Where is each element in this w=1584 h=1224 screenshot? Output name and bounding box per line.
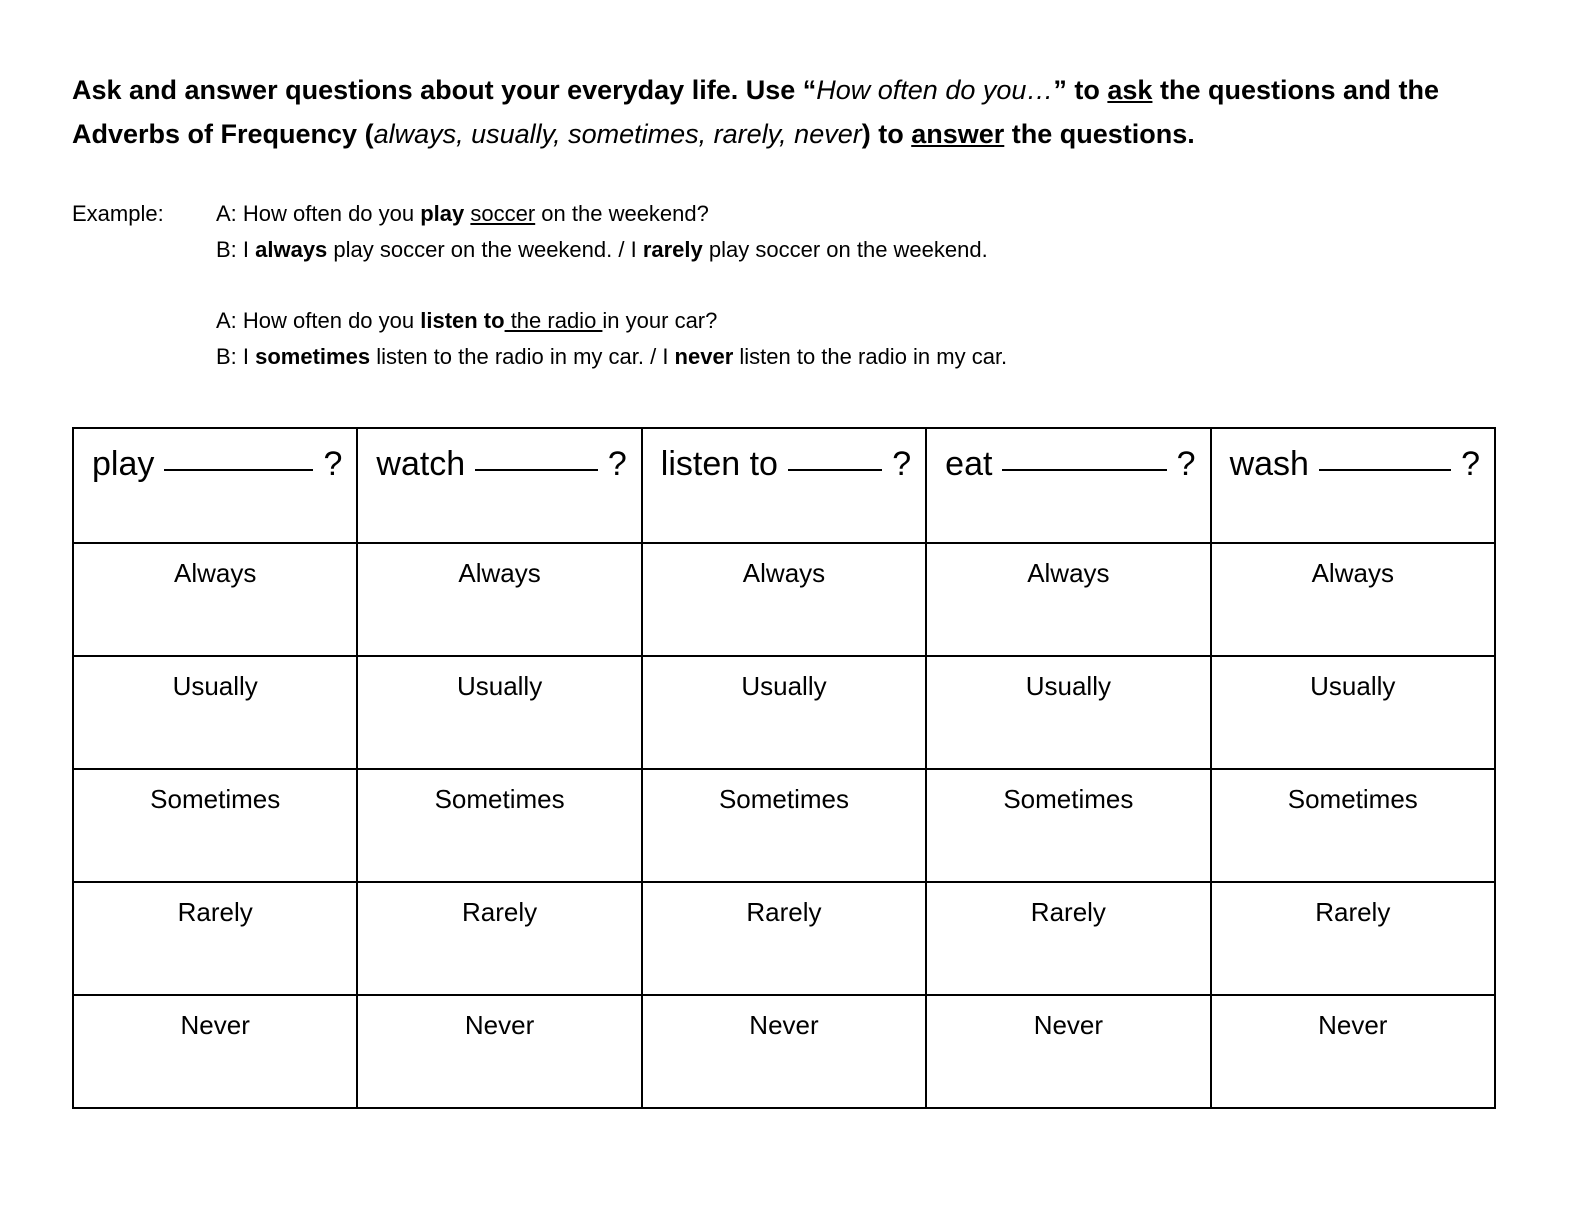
answer-blank[interactable]: [788, 469, 882, 471]
header-question-mark: ?: [1176, 445, 1196, 483]
header-question-mark: ?: [1461, 445, 1480, 483]
ex2-b-mid: listen to the radio in my car. / I: [370, 344, 675, 369]
ex2-b-pre: B: I: [216, 344, 256, 369]
header-verb: wash: [1229, 445, 1309, 483]
table-cell: Usually: [357, 656, 641, 769]
header-question-mark: ?: [607, 445, 627, 483]
instr-answer: answer: [911, 119, 1005, 149]
ex2-a-object: the radio: [504, 308, 603, 333]
frequency-table: [72, 427, 1496, 1109]
table-cell: Usually: [642, 656, 926, 769]
table-row: [73, 995, 1495, 1108]
table-cell: Sometimes: [357, 769, 641, 882]
instr-adverb-list: always, usually, sometimes, rarely, never: [373, 119, 862, 149]
example-2-answer: [216, 339, 1007, 375]
table-cell: Never: [73, 995, 357, 1108]
table-cell: Rarely: [357, 882, 641, 995]
ex1-a-post: on the weekend?: [535, 201, 709, 226]
table-cell: Never: [357, 995, 641, 1108]
example-label: Example:: [72, 201, 164, 226]
table-cell: Sometimes: [1211, 769, 1495, 882]
answer-blank[interactable]: [1002, 469, 1166, 471]
table-header-row: [73, 428, 1495, 543]
table-row: [73, 543, 1495, 656]
table-cell: Rarely: [642, 882, 926, 995]
ex2-b-adverb-2: never: [674, 344, 734, 369]
ex1-b-post: play soccer on the weekend.: [702, 237, 988, 262]
table-cell: Never: [1211, 995, 1495, 1108]
ex2-b-adverb-1: sometimes: [255, 344, 371, 369]
instr-text-3: the questions and the Adverbs of Frequency (: [72, 75, 1439, 149]
header-question-mark: ?: [323, 445, 343, 483]
example-2-question: [216, 303, 1007, 339]
instr-text-5: the questions.: [1004, 119, 1195, 149]
table-cell: Usually: [926, 656, 1210, 769]
table-row: [73, 656, 1495, 769]
header-cell-watch: [357, 428, 641, 543]
answer-blank[interactable]: [1319, 469, 1451, 471]
header-cell-eat: [926, 428, 1210, 543]
table-cell: Sometimes: [73, 769, 357, 882]
header-verb: play: [92, 445, 155, 483]
example-1: [216, 196, 988, 268]
ex2-a-verb: listen to: [420, 308, 505, 333]
table-cell: Never: [926, 995, 1210, 1108]
instr-italic-question: How often do you…: [816, 75, 1054, 105]
header-verb: listen to: [660, 445, 778, 483]
table-cell: Usually: [73, 656, 357, 769]
table-cell: Always: [73, 543, 357, 656]
instr-text-2: ” to: [1053, 75, 1108, 105]
instr-text-1: Ask and answer questions about your everyday life. Use “: [72, 75, 817, 105]
example-1-question: [216, 196, 988, 232]
example-1-answer: [216, 232, 988, 268]
ex1-a-verb: play: [420, 201, 465, 226]
ex2-a-post: in your car?: [602, 308, 718, 333]
table-row: [73, 882, 1495, 995]
header-verb: watch: [376, 445, 466, 483]
ex1-b-adverb-1: always: [255, 237, 328, 262]
table-cell: Always: [642, 543, 926, 656]
ex1-b-pre: B: I: [216, 237, 256, 262]
table-cell: Never: [642, 995, 926, 1108]
table-cell: Always: [1211, 543, 1495, 656]
header-cell-listen-to: [642, 428, 926, 543]
table-cell: Sometimes: [926, 769, 1210, 882]
ex1-a-object: soccer: [470, 201, 536, 226]
table-cell: Rarely: [73, 882, 357, 995]
ex1-b-adverb-2: rarely: [642, 237, 703, 262]
ex1-b-mid: play soccer on the weekend. / I: [327, 237, 643, 262]
table-cell: Rarely: [1211, 882, 1495, 995]
header-verb: eat: [945, 445, 993, 483]
table-cell: Sometimes: [642, 769, 926, 882]
answer-blank[interactable]: [164, 469, 313, 471]
example-2: [216, 303, 1007, 375]
table-row: [73, 769, 1495, 882]
instr-ask: ask: [1107, 75, 1153, 105]
table-cell: Always: [926, 543, 1210, 656]
header-cell-play: [73, 428, 357, 543]
instr-text-4: ) to: [861, 119, 912, 149]
ex2-b-post: listen to the radio in my car.: [733, 344, 1008, 369]
table-cell: Rarely: [926, 882, 1210, 995]
table-cell: Usually: [1211, 656, 1495, 769]
header-cell-wash: [1211, 428, 1495, 543]
ex1-a-pre: A: How often do you: [216, 201, 421, 226]
answer-blank[interactable]: [475, 469, 598, 471]
ex2-a-pre: A: How often do you: [216, 308, 421, 333]
header-question-mark: ?: [892, 445, 912, 483]
instructions: [72, 68, 1512, 156]
table-cell: Always: [357, 543, 641, 656]
